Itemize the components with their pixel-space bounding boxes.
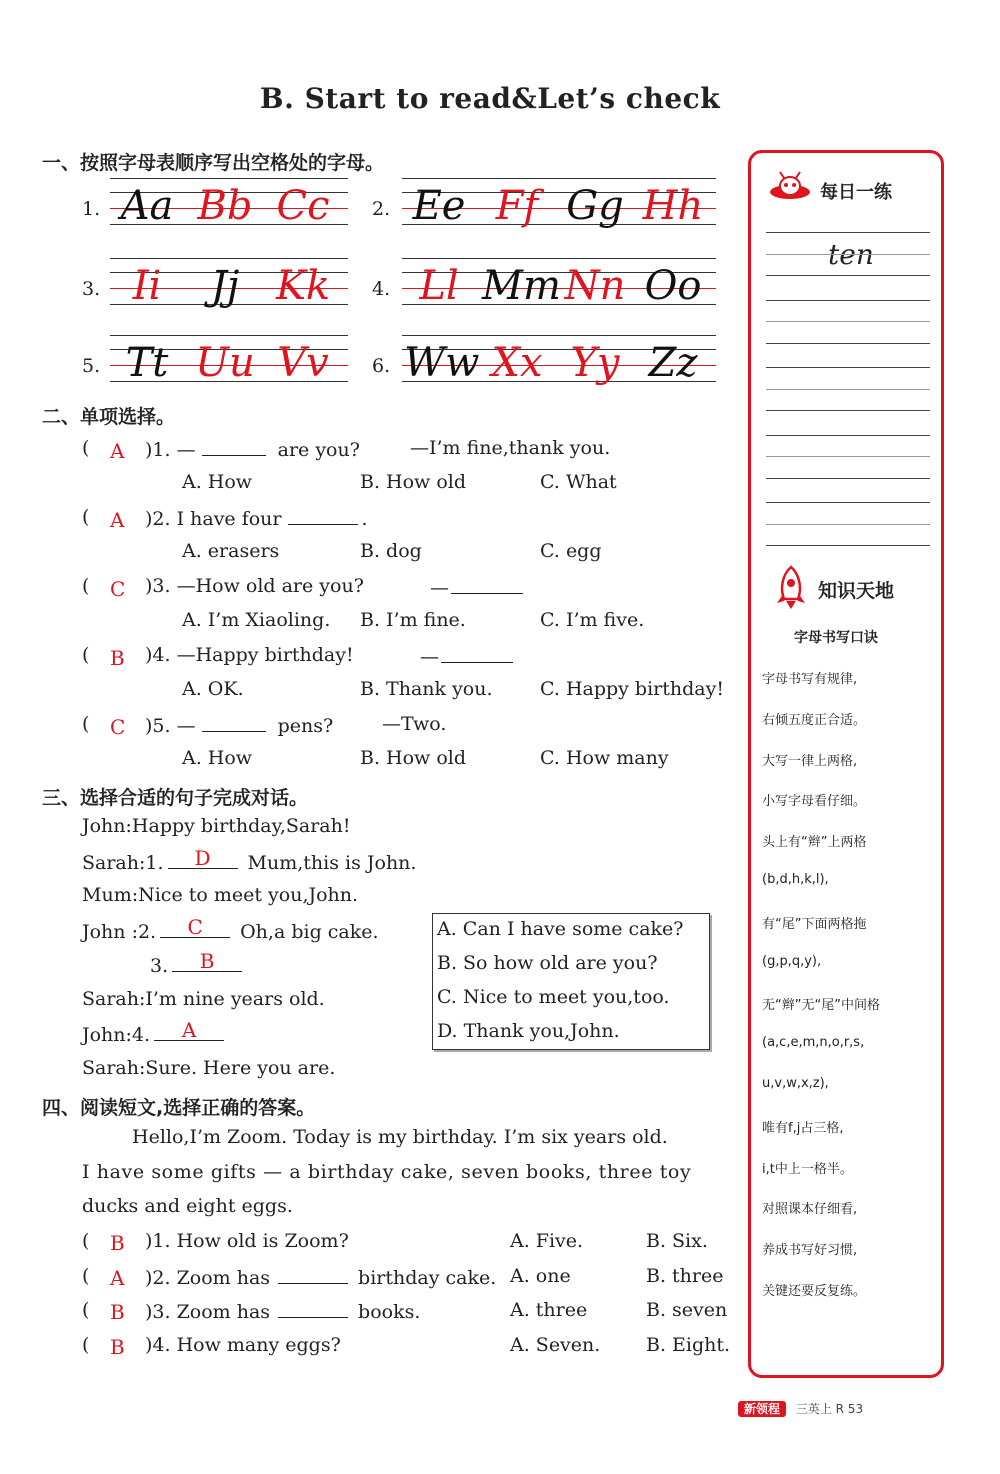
answer-blank (202, 713, 266, 732)
speaker-text: Sarah:Sure. Here you are. (82, 1056, 336, 1079)
tips-title: 字母书写口诀 (794, 630, 878, 646)
choice-option: B. Thank you. (360, 678, 493, 700)
dialogue-line (82, 884, 358, 906)
dialogue-text: Mum,this is John. (247, 851, 417, 874)
answer: B (110, 646, 125, 670)
grid-line (402, 335, 716, 336)
passage-line-1: Hello,I’m Zoom. Today is my birthday. I’m six years old. (132, 1126, 668, 1148)
question-text (145, 1334, 341, 1356)
answer: C (110, 715, 126, 739)
paren-open: ( (82, 713, 90, 735)
answer: D (194, 845, 211, 870)
practice-line (766, 254, 930, 255)
writing-grid (402, 258, 716, 318)
grid-line (402, 258, 716, 259)
question-text (145, 1230, 349, 1252)
practice-word: ten (828, 238, 874, 271)
answer: A (110, 508, 125, 532)
handwritten-letter: Ff (495, 183, 539, 229)
choice-option: C. How many (540, 747, 669, 769)
answer: A (110, 1265, 125, 1290)
question-text (145, 506, 368, 530)
question-part: )2. Zoom has (145, 1266, 271, 1289)
page-footer (738, 1400, 863, 1417)
tip-line: 无“辫”无“尾”中间格 (762, 998, 880, 1014)
handwritten-letter: Zz (648, 340, 698, 386)
brand-logo: 新领程 (738, 1401, 786, 1417)
question-part: )4. —Happy birthday! (145, 644, 354, 666)
grid-line (110, 335, 348, 336)
grid-line (402, 178, 716, 179)
handwritten-letter: Aa (120, 183, 174, 229)
answer-blank (451, 575, 523, 594)
tip-line: u,v,w,x,z), (762, 1076, 829, 1091)
handwritten-letter: Gg (566, 183, 624, 229)
answer-blank (160, 914, 230, 939)
choice-option: B. dog (360, 540, 422, 562)
handwritten-letter: Ee (412, 183, 466, 229)
answer: A (181, 1018, 197, 1042)
dialogue-options-box (432, 913, 710, 1050)
paren-open: ( (82, 1230, 90, 1252)
row-number: 2. (372, 198, 391, 220)
question-text (145, 1265, 496, 1289)
dialogue-line (82, 988, 325, 1010)
practice-line (766, 435, 930, 436)
handwritten-letter: Ll (419, 263, 459, 309)
answer: B (199, 949, 215, 973)
rocket-icon (774, 565, 808, 615)
practice-line (766, 343, 930, 344)
paren-open: ( (82, 1264, 90, 1287)
choice-option: B. Six. (646, 1230, 708, 1252)
choice-option: B. How old (360, 747, 467, 769)
handwritten-letter: Uu (195, 340, 255, 386)
practice-line (766, 300, 930, 301)
ufo-icon (768, 170, 812, 210)
writing-grid (402, 335, 716, 395)
speaker-text: Sarah:1. (82, 851, 164, 874)
tip-line: 头上有“辫”上两格 (762, 835, 867, 851)
handwritten-letter: Tt (125, 340, 169, 386)
dialogue-line (150, 949, 252, 977)
response-part: — (420, 646, 439, 668)
question-part: )5. — (145, 715, 196, 737)
answer: A (110, 439, 125, 463)
handwritten-letter: Bb (197, 183, 253, 229)
choice-option: C. What (540, 471, 617, 493)
practice-line (766, 545, 930, 546)
tip-line: (g,p,q,y), (762, 953, 822, 969)
response-text (410, 437, 610, 459)
passage-line-3: ducks and eight eggs. (82, 1195, 293, 1217)
writing-grid (110, 335, 348, 395)
practice-line (766, 321, 930, 322)
grid-line (110, 178, 348, 179)
choice-option: A. I’m Xiaoling. (182, 609, 331, 631)
response-part: — (430, 577, 449, 599)
speaker-text: Sarah:I’m nine years old. (82, 987, 325, 1010)
speaker-text: 3. (150, 955, 169, 977)
speaker-text: John :2. (82, 920, 157, 943)
choice-option: A. Five. (510, 1230, 584, 1252)
handwritten-letter: Hh (642, 183, 704, 229)
choice-option: A. Seven. (510, 1333, 601, 1356)
handwritten-letter: Nn (564, 263, 626, 309)
answer: C (110, 577, 126, 601)
handwritten-letter: Cc (276, 183, 330, 229)
practice-line (766, 524, 930, 525)
dialogue-line (82, 815, 351, 837)
tip-line: 字母书写有规律, (762, 672, 858, 687)
answer-blank (441, 644, 513, 663)
question-part: )1. How old is Zoom? (145, 1230, 349, 1252)
practice-line (766, 232, 930, 233)
question-part: )4. How many eggs? (145, 1333, 341, 1356)
speaker-text: Mum:Nice to meet you,John. (82, 884, 359, 906)
tip-line: 养成书写好习惯, (762, 1243, 858, 1259)
handwritten-letter: Mm (482, 263, 561, 309)
question-text (145, 437, 360, 461)
choice-option: C. I’m five. (540, 609, 645, 631)
practice-line (766, 367, 930, 368)
tip-line: 有“尾”下面两格拖 (762, 916, 867, 932)
paren-open: ( (82, 1333, 90, 1356)
tip-line: (b,d,h,k,l), (762, 872, 829, 887)
choice-option: B. three (646, 1264, 724, 1287)
page-title: B. Start to read&Let’s check (259, 82, 721, 115)
paren-open: ( (82, 506, 90, 528)
row-number: 3. (82, 278, 101, 300)
answer-blank (278, 1299, 348, 1318)
answer: B (110, 1334, 125, 1359)
answer: B (110, 1231, 125, 1255)
question-part: birthday cake. (358, 1266, 497, 1289)
option-b: B. So how old are you? (437, 952, 658, 974)
handwritten-letter: Yy (570, 340, 620, 386)
choice-option: A. three (510, 1299, 588, 1321)
question-part: )2. I have four (145, 508, 282, 530)
question-text (145, 713, 333, 737)
question-part: )3. Zoom has (145, 1301, 271, 1323)
choice-option: A. How (182, 747, 253, 769)
choice-option: A. erasers (182, 540, 280, 562)
practice-line (766, 502, 930, 503)
choice-option: B. I’m fine. (360, 609, 466, 631)
choice-option: A. OK. (182, 678, 244, 700)
paren-open: ( (82, 437, 90, 459)
paren-open: ( (82, 644, 90, 666)
answer: B (110, 1300, 125, 1324)
paren-open: ( (82, 1299, 90, 1321)
question-text (145, 1299, 420, 1323)
question-part: . (361, 508, 368, 530)
choice-option: A. How (182, 471, 253, 493)
practice-line (766, 478, 930, 479)
page-number: 三英上 R 53 (795, 1402, 864, 1416)
question-part: pens? (271, 715, 334, 737)
row-number: 6. (372, 355, 391, 377)
practice-line (766, 275, 930, 276)
practice-line (766, 410, 930, 411)
question-text (145, 575, 364, 597)
tip-line: 大写一律上两格, (762, 753, 858, 769)
response-text (382, 713, 446, 735)
response-text (420, 644, 513, 668)
answer-blank (278, 1265, 348, 1284)
tip-line: 右倾五度正合适。 (762, 712, 867, 728)
practice-line (766, 456, 930, 457)
handwritten-letter: Vv (277, 340, 329, 386)
paren-open: ( (82, 575, 90, 597)
handwritten-letter: Ii (132, 263, 162, 309)
answer-blank (168, 845, 238, 870)
answer-blank (172, 949, 242, 973)
passage-line-2: I have some gifts — a birthday cake, seven books, three toy (82, 1161, 692, 1183)
writing-grid (402, 178, 716, 238)
section3-heading: 三、选择合适的句子完成对话。 (42, 787, 309, 809)
section4-heading: 四、阅读短文,选择正确的答案。 (42, 1097, 316, 1119)
answer-blank (202, 437, 266, 456)
choice-option: B. How old (360, 471, 467, 493)
speaker-text: John:Happy birthday,Sarah! (82, 815, 351, 837)
question-part: )3. —How old are you? (145, 575, 364, 597)
section1-heading: 一、按照字母表顺序写出空格处的字母。 (42, 152, 385, 174)
response-text (430, 575, 523, 599)
row-number: 1. (82, 198, 101, 220)
tip-line: 唯有f,j占三格, (762, 1120, 844, 1136)
choice-option: B. seven (646, 1299, 728, 1321)
response-part: —I’m fine,thank you. (410, 437, 611, 459)
choice-option: C. egg (540, 540, 602, 562)
knowledge-title: 知识天地 (818, 580, 895, 602)
speaker-text: John:4. (82, 1024, 151, 1046)
question-part: are you? (271, 439, 360, 461)
handwritten-letter: Ww (404, 340, 480, 386)
tip-line: (a,c,e,m,n,o,r,s, (762, 1035, 865, 1051)
choice-option: A. one (510, 1264, 571, 1287)
section2-heading: 二、单项选择。 (42, 406, 176, 428)
handwritten-letter: Jj (210, 263, 240, 309)
question-part: books. (358, 1301, 421, 1323)
tip-line: i,t中上一格半。 (762, 1161, 853, 1177)
writing-grid (110, 258, 348, 318)
choice-option: B. Eight. (646, 1333, 731, 1356)
question-part: )1. — (145, 439, 196, 461)
tip-line: 关键还要反复练。 (762, 1284, 867, 1299)
dialogue-line (82, 914, 379, 943)
response-part: —Two. (382, 713, 447, 735)
question-text (145, 644, 354, 666)
handwritten-letter: Oo (644, 263, 702, 309)
option-d: D. Thank you,John. (437, 1020, 620, 1042)
grid-line (110, 258, 348, 259)
handwritten-letter: Kk (275, 263, 331, 309)
tip-line: 对照课本仔细看, (762, 1202, 858, 1218)
dialogue-line (82, 1057, 335, 1079)
option-a: A. Can I have some cake? (437, 918, 684, 940)
dialogue-text: Oh,a big cake. (240, 920, 379, 943)
writing-grid (110, 178, 348, 238)
row-number: 4. (372, 278, 391, 300)
practice-title: 每日一练 (820, 182, 892, 203)
row-number: 5. (82, 355, 101, 377)
dialogue-line (82, 845, 417, 874)
answer: C (187, 914, 203, 939)
answer-blank (288, 506, 358, 525)
answer-blank (154, 1018, 224, 1042)
dialogue-line (82, 1018, 234, 1046)
practice-line (766, 389, 930, 390)
handwritten-letter: Xx (491, 340, 543, 386)
option-c: C. Nice to meet you,too. (437, 986, 670, 1008)
tip-line: 小写字母看仔细。 (762, 794, 867, 810)
choice-option: C. Happy birthday! (540, 678, 724, 700)
